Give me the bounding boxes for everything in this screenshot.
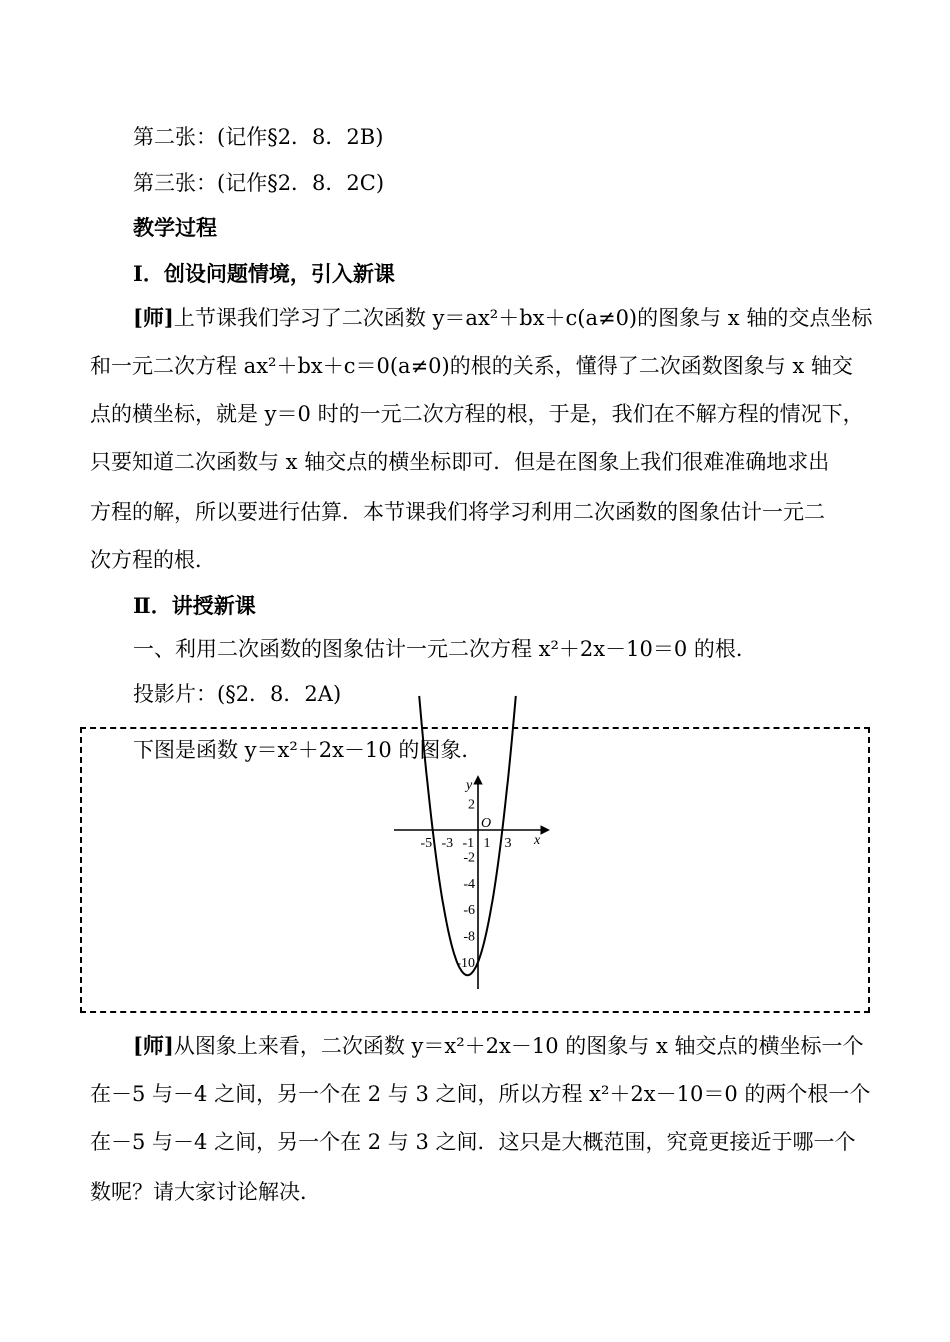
slide-label: 投影片：(§2．8．2A) <box>133 682 342 706</box>
equation-span: y＝ax²＋bx＋c(a≠0) <box>432 306 638 330</box>
box-caption: 下图是函数 y＝x²＋2x－10 的图象． <box>133 738 483 762</box>
paragraph-line-6: 次方程的根． <box>90 548 216 572</box>
paragraph-line-1 <box>133 303 872 333</box>
discussion-line-4: 数呢？请大家讨论解决． <box>90 1180 321 1204</box>
heading-section-2: Ⅱ．讲授新课 <box>133 593 256 618</box>
y-tick-label: -10 <box>456 956 475 971</box>
x-tick-label: -5 <box>420 836 433 851</box>
origin-label: O <box>481 816 492 831</box>
paragraph-line-3: 点的横坐标，就是 y＝0 时的一元二次方程的根，于是，我们在不解方程的情况下， <box>90 402 864 426</box>
line-card-b: 第二张：(记作§2．8．2B) <box>133 125 384 149</box>
discussion-line-3: 在－5 与－4 之间，另一个在 2 与 3 之间．这只是大概范围，究竟更接近于哪一个 <box>90 1130 856 1154</box>
text-span: 上节课我们学习了二次函数 <box>173 306 433 330</box>
discussion-line-1 <box>133 1031 863 1061</box>
section-1-title: 一、利用二次函数的图象估计一元二次方程 x²＋2x－10＝0 的根． <box>133 637 757 661</box>
x-tick-label: 3 <box>504 836 512 851</box>
x-tick-label: 1 <box>483 836 491 851</box>
heading-section-1: Ⅰ．创设问题情境，引入新课 <box>133 261 395 286</box>
text-span: 的图象与 x 轴的交点坐标 <box>637 306 873 330</box>
teacher-tag: [师] <box>133 305 174 330</box>
x-tick-label: -1 <box>462 836 475 851</box>
parabola-graph <box>82 729 872 1015</box>
x-axis-label: x <box>534 833 541 848</box>
y-tick-label: -4 <box>463 876 475 892</box>
text-span: 从图象上来看，二次函数 y＝x²＋2x－10 的图象与 x 轴交点的横坐标一个 <box>173 1034 864 1058</box>
paragraph-line-5: 方程的解，所以要进行估算．本节课我们将学习利用二次函数的图象估计一元二 <box>90 500 825 524</box>
teacher-tag: [师] <box>133 1033 174 1058</box>
y-tick-label: 2 <box>468 797 475 813</box>
paragraph-line-2: 和一元二次方程 ax²＋bx＋c＝0(a≠0)的根的关系，懂得了二次函数图象与 x 轴交 <box>90 354 853 378</box>
x-tick-label: -3 <box>441 836 454 851</box>
discussion-line-2: 在－5 与－4 之间，另一个在 2 与 3 之间，所以方程 x²＋2x－10＝0 的两个根一个 <box>90 1082 871 1106</box>
paragraph-line-4: 只要知道二次函数与 x 轴交点的横坐标即可．但是在图象上我们很难准确地求出 <box>90 450 830 474</box>
line-card-c: 第三张：(记作§2．8．2C) <box>133 171 385 195</box>
slide-box <box>80 727 870 1013</box>
y-tick-label: -6 <box>463 903 475 919</box>
y-tick-label: -8 <box>463 929 475 945</box>
heading-teaching-process: 教学过程 <box>133 215 217 240</box>
y-tick-label: -2 <box>463 850 475 866</box>
y-axis-label: y <box>466 778 473 793</box>
